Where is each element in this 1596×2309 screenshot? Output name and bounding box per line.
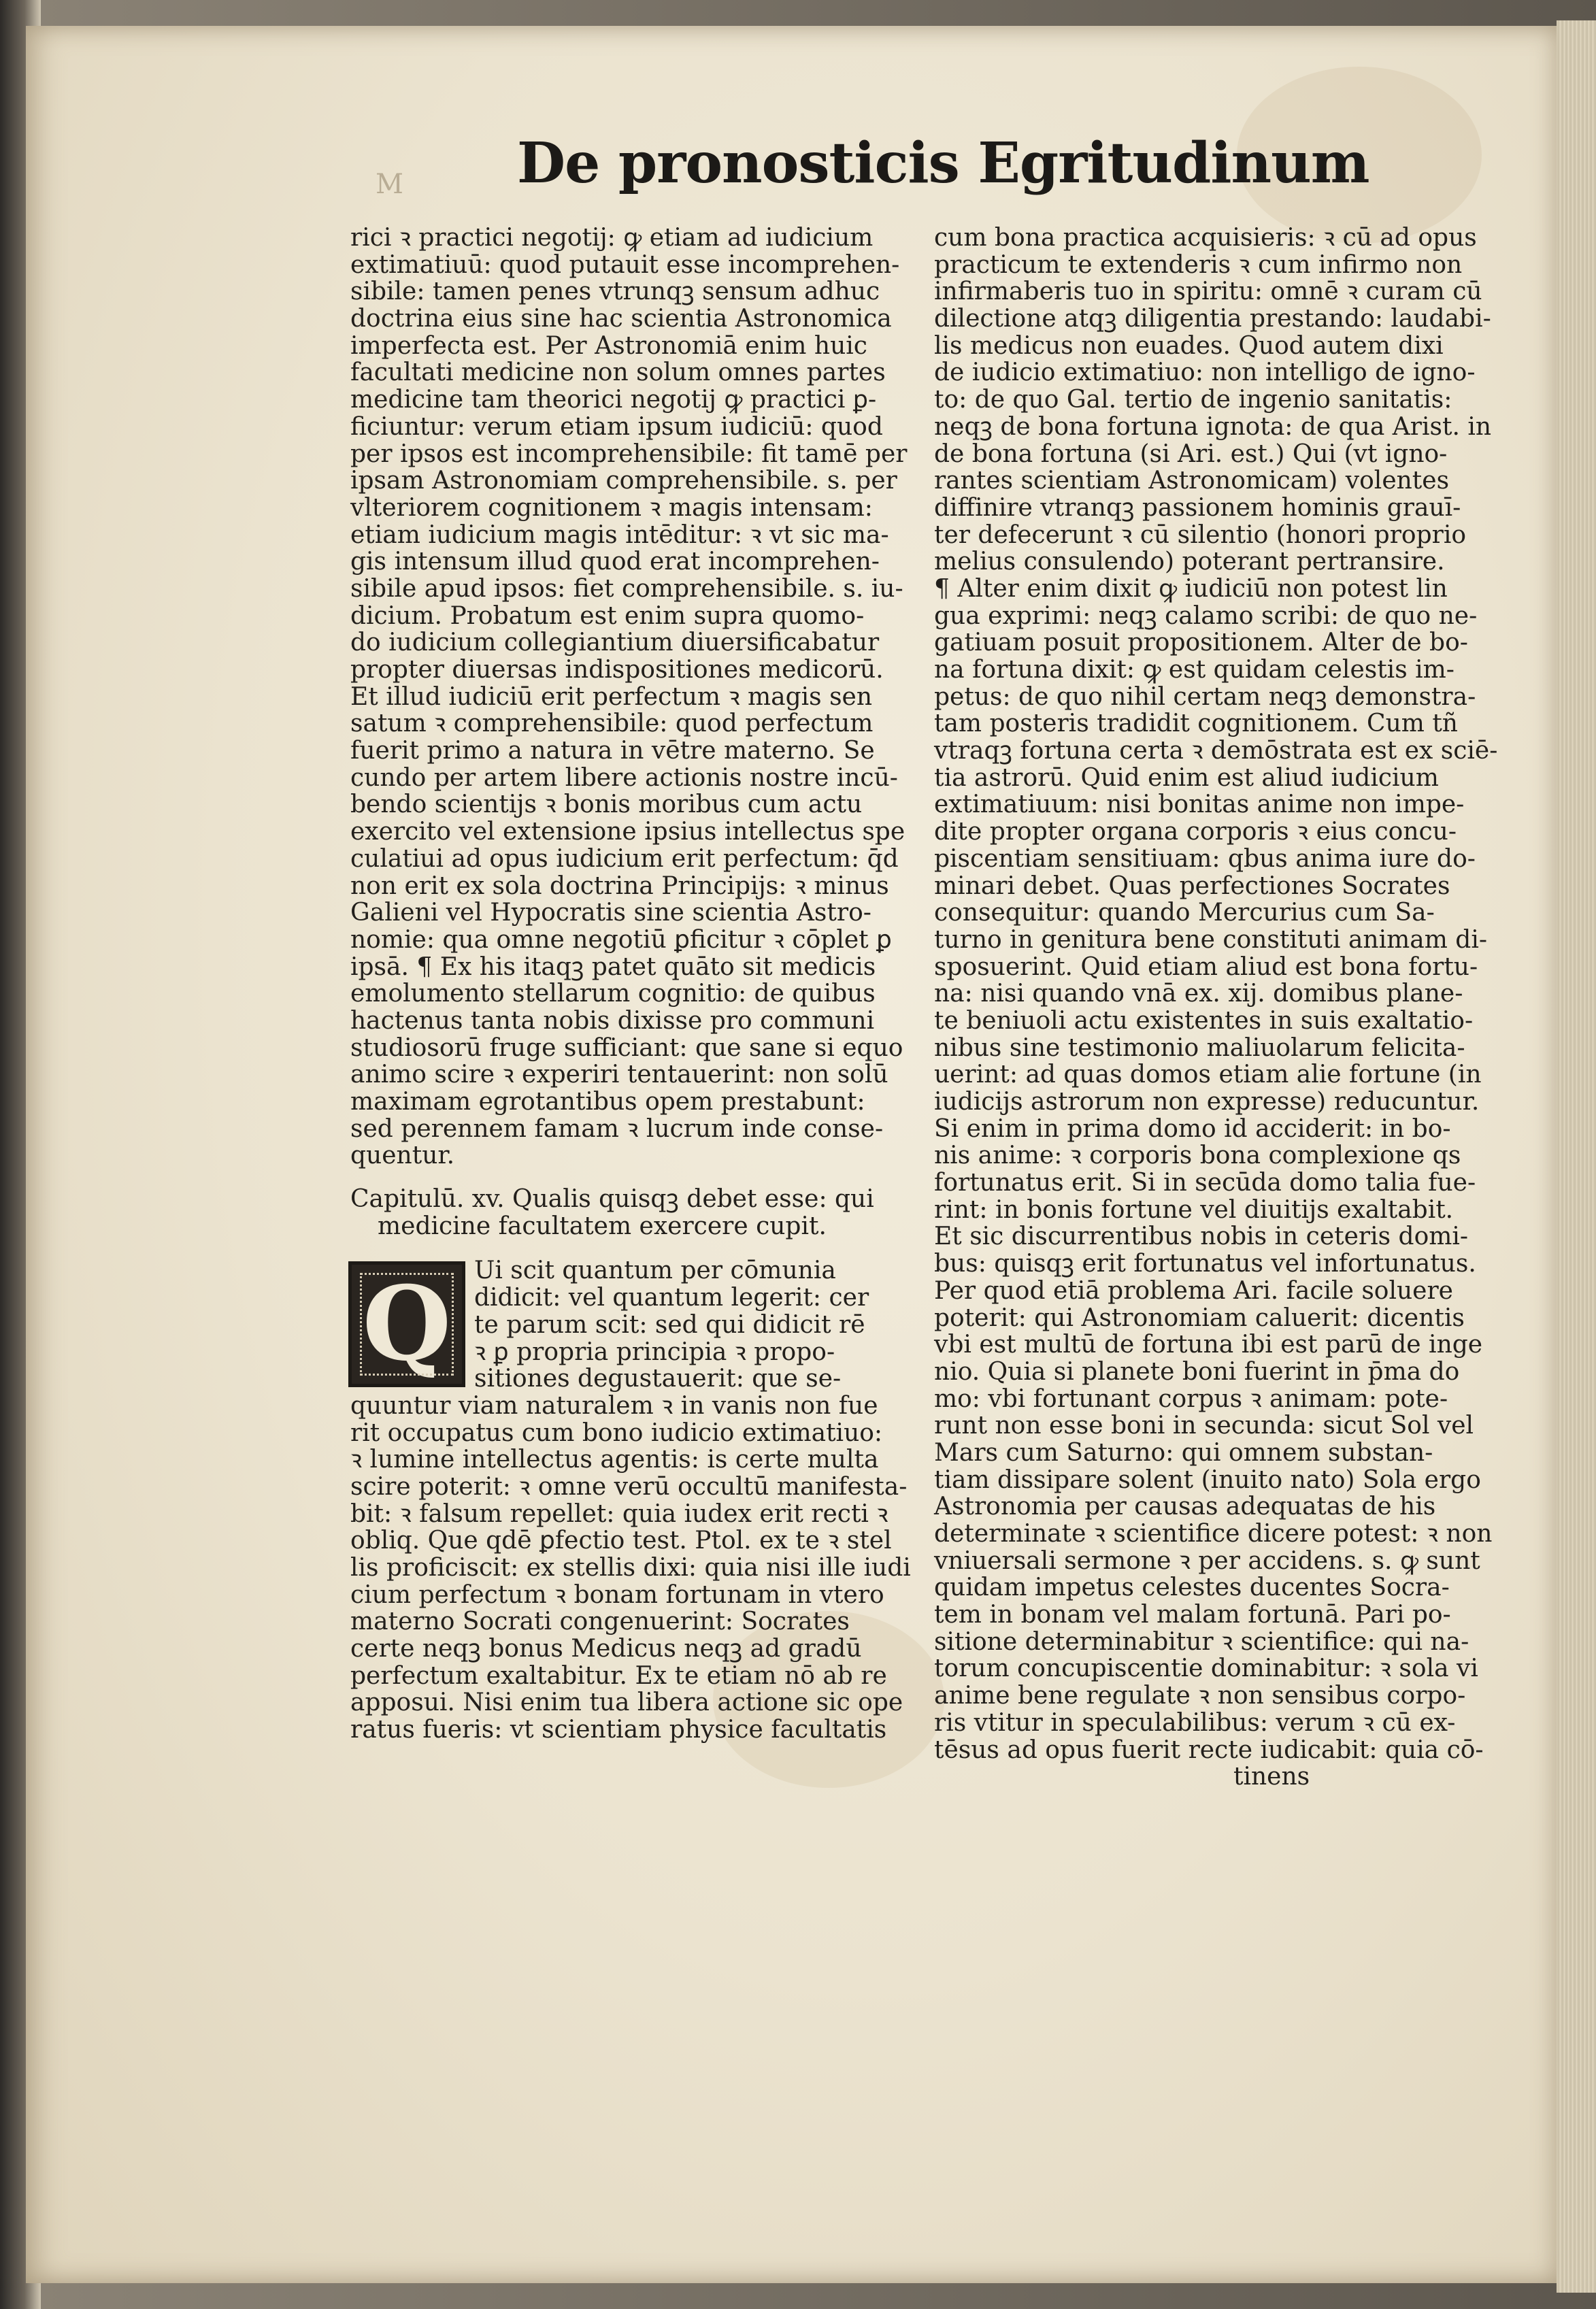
text-line: Et sic discurrentibus nobis in ceteris domi- [934, 1223, 1469, 1251]
text-line: hactenus tanta nobis dixisse pro communi [350, 1006, 875, 1035]
text-line: apposui. Nisi enim tua libera actione sic ope [350, 1689, 903, 1717]
text-line: sibile apud ipsos: fiet comprehensibile. s. iu- [350, 574, 903, 603]
text-line: cundo per artem libere actionis nostre incū- [350, 763, 898, 792]
text-line: rantes scientiam Astronomicam) volentes [934, 467, 1450, 495]
text-line: ris vtitur in speculabilibus: verum ꝛ cū ex- [934, 1708, 1456, 1737]
text-line: doctrina eius sine hac scientia Astronomica [350, 305, 892, 333]
text-line: tēsus ad opus fuerit recte iudicabit: quia cō- [934, 1735, 1484, 1764]
text-line: sed perennem famam ꝛ lucrum inde conse- [350, 1114, 884, 1143]
right-column [934, 224, 1498, 1791]
folio-mark: M [376, 169, 403, 200]
text-line: extimatiuum: nisi bonitas anime non impe- [934, 791, 1465, 819]
text-line: diffinire vtranqꝫ passionem hominis grauī- [934, 493, 1461, 522]
text-line: tiam dissipare solent (inuito nato) Sola ergo [934, 1465, 1481, 1494]
text-line: mo: vbi fortunant corpus ꝛ animam: pote- [934, 1384, 1448, 1413]
text-line: na: nisi quando vnā ex. xij. domibus plane- [934, 980, 1463, 1008]
text-line: sposuerint. Quid etiam aliud est bona fortu- [934, 952, 1478, 981]
text-line: ¶ Alter enim dixit ꝙ iudiciū non potest lin [934, 574, 1448, 603]
text-line: sibile: tamen penes vtrunqꝫ sensum adhuc [350, 278, 880, 306]
left-text-block-continued [350, 1391, 911, 1744]
text-line: per ipsos est incomprehensibile: fit tamē per [350, 439, 908, 468]
spacer [350, 1240, 835, 1257]
text-line: Si enim in prima domo id acciderit: in bo- [934, 1114, 1451, 1143]
text-line: to: de quo Gal. tertio de ingenio sanitatis: [934, 386, 1452, 414]
text-line: ficiuntur: verum etiam ipsum iudiciū: quod [350, 412, 883, 441]
text-line: vlteriorem cognitionem ꝛ magis intensam: [350, 493, 873, 522]
text-line: tem in bonam vel malam fortunā. Pari po- [934, 1601, 1451, 1629]
text-line: quuntur viam naturalem ꝛ in vanis non fue [350, 1391, 878, 1420]
text-line: determinate ꝛ scientifice dicere potest: ꝛ non [934, 1520, 1493, 1548]
text-line: nomie: qua omne negotiū ꝑficitur ꝛ cōplet ꝑ [350, 925, 892, 954]
text-line: ter defecerunt ꝛ cū silentio (honori proprio [934, 520, 1467, 549]
text-line: vniuersali sermone ꝛ per accidens. s. ꝙ sunt [934, 1546, 1480, 1575]
running-head: De pronosticis Egritudinum [517, 131, 1369, 196]
text-line: do iudicium collegiantium diuersificabatur [350, 629, 880, 657]
text-line: exercito vel extensione ipsius intellectus spe [350, 818, 905, 846]
text-line: dite propter organa corporis ꝛ eius concu- [934, 818, 1457, 846]
text-line: satum ꝛ comprehensibile: quod perfectum [350, 710, 874, 738]
text-line: turno in genitura bene constituti animam di- [934, 925, 1488, 954]
text-line: fuerit primo a natura in vētre materno. Se [350, 737, 875, 765]
drop-initial [348, 1261, 465, 1387]
text-line: piscentiam sensitiuam: qbus anima iure do- [934, 844, 1476, 873]
text-line: bendo scientijs ꝛ bonis moribus cum actu [350, 791, 863, 819]
text-line: de bona fortuna (si Ari. est.) Qui (vt igno- [934, 439, 1448, 468]
text-line: emolumento stellarum cognitio: de quibus [350, 980, 876, 1008]
text-line: etiam iudicium magis intēditur: ꝛ vt sic ma- [350, 520, 889, 549]
text-line: practicum te extenderis ꝛ cum infirmo non [934, 250, 1463, 279]
text-line: bus: quisqꝫ erit fortunatus vel infortunatus. [934, 1250, 1476, 1278]
text-line: nis anime: ꝛ corporis bona complexione qs [934, 1142, 1461, 1170]
chapter-heading-line: medicine facultatem exercere cupit. [378, 1212, 827, 1240]
text-line: sitiones degustauerit: que se- [474, 1365, 842, 1393]
chapter-heading [350, 1185, 874, 1240]
text-line: extimatiuū: quod putauit esse incomprehen- [350, 250, 900, 279]
text-line: gatiuam posuit propositionem. Alter de bo- [934, 629, 1468, 657]
text-line: ꝛ ꝑ propria principia ꝛ propo- [474, 1338, 835, 1366]
text-line: sitione determinabitur ꝛ scientifice: qui na- [934, 1627, 1469, 1656]
catchword: tinens [1233, 1763, 1310, 1791]
text-line: infirmaberis tuo in spiritu: omnē ꝛ curam cū [934, 278, 1482, 306]
text-line: materno Socrati congenuerint: Socrates [350, 1608, 850, 1636]
text-line: bit: ꝛ falsum repellet: quia iudex erit recti ꝛ [350, 1499, 888, 1528]
text-line: uerint: ad quas domos etiam alie fortune (in [934, 1061, 1482, 1089]
text-line: lis medicus non euades. Quod autem dixi [934, 331, 1444, 360]
text-line: te parum scit: sed qui didicit rē [474, 1310, 865, 1339]
text-line: neqꝫ de bona fortuna ignota: de qua Arist. in [934, 412, 1492, 441]
text-line: perfectum exaltabitur. Ex te etiam nō ab re [350, 1661, 887, 1690]
text-line: imperfecta est. Per Astronomiā enim huic [350, 331, 867, 360]
text-line: Mars cum Saturno: qui omnem substan- [934, 1438, 1433, 1467]
text-line: nibus sine testimonio maliuolarum felicita- [934, 1033, 1465, 1062]
text-line: fortunatus erit. Si in secūda domo talia fue- [934, 1169, 1476, 1197]
left-text-block [350, 224, 908, 1170]
chapter-heading-line: Capitulū. xv. Qualis quisqꝫ debet esse: qui [350, 1185, 874, 1214]
text-line: de iudicio extimatiuo: non intelligo de igno- [934, 359, 1476, 387]
text-line: Et illud iudiciū erit perfectum ꝛ magis sen [350, 682, 873, 711]
text-line: gis intensum illud quod erat incomprehen- [350, 548, 880, 576]
text-line: te beniuoli actu existentes in suis exaltatio- [934, 1006, 1474, 1035]
text-line: anime bene regulate ꝛ non sensibus corpo- [934, 1682, 1466, 1710]
text-line: cium perfectum ꝛ bonam fortunam in vtero [350, 1580, 884, 1609]
text-line: Galieni vel Hypocratis sine scientia Astro- [350, 899, 871, 927]
text-line: propter diuersas indispositiones medicorū. [350, 656, 884, 684]
text-line: lis proficiscit: ex stellis dixi: quia nisi ille iudi [350, 1554, 911, 1582]
text-line: non erit ex sola doctrina Principijs: ꝛ minus [350, 871, 889, 900]
text-line: dicium. Probatum est enim supra quomo- [350, 601, 865, 630]
text-line: facultati medicine non solum omnes partes [350, 359, 886, 387]
page-edges [1557, 20, 1596, 2293]
text-line: runt non esse boni in secunda: sicut Sol vel [934, 1412, 1474, 1440]
text-line: didicit: vel quantum legerit: cer [474, 1284, 869, 1312]
text-line: gua exprimi: neqꝫ calamo scribi: de quo ne- [934, 601, 1478, 630]
right-text-block [934, 224, 1498, 1764]
text-line: certe neqꝫ bonus Medicus neqꝫ ad gradū [350, 1635, 862, 1663]
text-line: tia astrorū. Quid enim est aliud iudicium [934, 763, 1439, 792]
text-line: minari debet. Quas perfectiones Socrates [934, 871, 1450, 900]
text-line: quidam impetus celestes ducentes Socra- [934, 1574, 1450, 1602]
text-line: obliq. Que qdē ꝑfectio test. Ptol. ex te ꝛ stel [350, 1527, 892, 1555]
text-line: petus: de quo nihil certam neqꝫ demonstra- [934, 682, 1476, 711]
text-line: iudicijs astrorum non expresse) reducuntur. [934, 1088, 1480, 1116]
text-line: torum concupiscentie dominabitur: ꝛ sola vi [934, 1655, 1478, 1683]
text-line: dilectione atqꝫ diligentia prestando: laudabi- [934, 305, 1491, 333]
text-line: na fortuna dixit: ꝙ est quidam celestis im- [934, 656, 1454, 684]
text-line: tam posteris tradidit cognitionem. Cum tñ [934, 710, 1458, 738]
text-line: nio. Quia si planete boni fuerint in p̄ma do [934, 1357, 1460, 1386]
text-line: vbi est multū de fortuna ibi est parū de inge [934, 1331, 1483, 1359]
text-line: ipsā. ¶ Ex his itaqꝫ patet quāto sit medicis [350, 952, 876, 981]
text-line: Ui scit quantum per cōmunia [474, 1257, 836, 1285]
text-line: Astronomia per causas adequatas de his [934, 1493, 1436, 1521]
text-line: poterit: qui Astronomiam caluerit: dicentis [934, 1303, 1465, 1332]
text-line: Per quod etiā problema Ari. facile soluere [934, 1276, 1453, 1305]
left-column [350, 224, 911, 1744]
text-line: animo scire ꝛ experiri tentauerint: non solū [350, 1061, 888, 1089]
text-line: vtraqꝫ fortuna certa ꝛ demōstrata est ex sciē- [934, 737, 1498, 765]
text-line: maximam egrotantibus opem prestabunt: [350, 1088, 865, 1116]
text-line: medicine tam theorici negotij ꝙ practici ꝑ- [350, 386, 877, 414]
text-line: ipsam Astronomiam comprehensibile. s. per [350, 467, 897, 495]
text-line: rint: in bonis fortune vel diuitijs exaltabit. [934, 1195, 1454, 1224]
text-line: cum bona practica acquisieris: ꝛ cū ad opus [934, 224, 1477, 252]
text-line: consequitur: quando Mercurius cum Sa- [934, 899, 1435, 927]
text-line: studiosorū fruge sufficiant: que sane si equo [350, 1033, 903, 1062]
text-line: rit occupatus cum bono iudicio extimatiuo: [350, 1418, 883, 1447]
chapter-opening [350, 1257, 869, 1393]
text-line: ratus fueris: vt scientiam physice facultatis [350, 1716, 887, 1744]
text-line: quentur. [350, 1142, 455, 1170]
text-line: melius consulendo) poterant pertransire. [934, 548, 1445, 576]
text-line: rici ꝛ practici negotij: ꝙ etiam ad iudicium [350, 224, 874, 252]
text-line: scire poterit: ꝛ omne verū occultū manifesta- [350, 1472, 908, 1501]
drop-initial-letter: Q [362, 1264, 452, 1384]
text-line: culatiui ad opus iudicium erit perfectum: q̄d [350, 844, 899, 873]
text-line: ꝛ lumine intellectus agentis: is certe multa [350, 1446, 879, 1474]
